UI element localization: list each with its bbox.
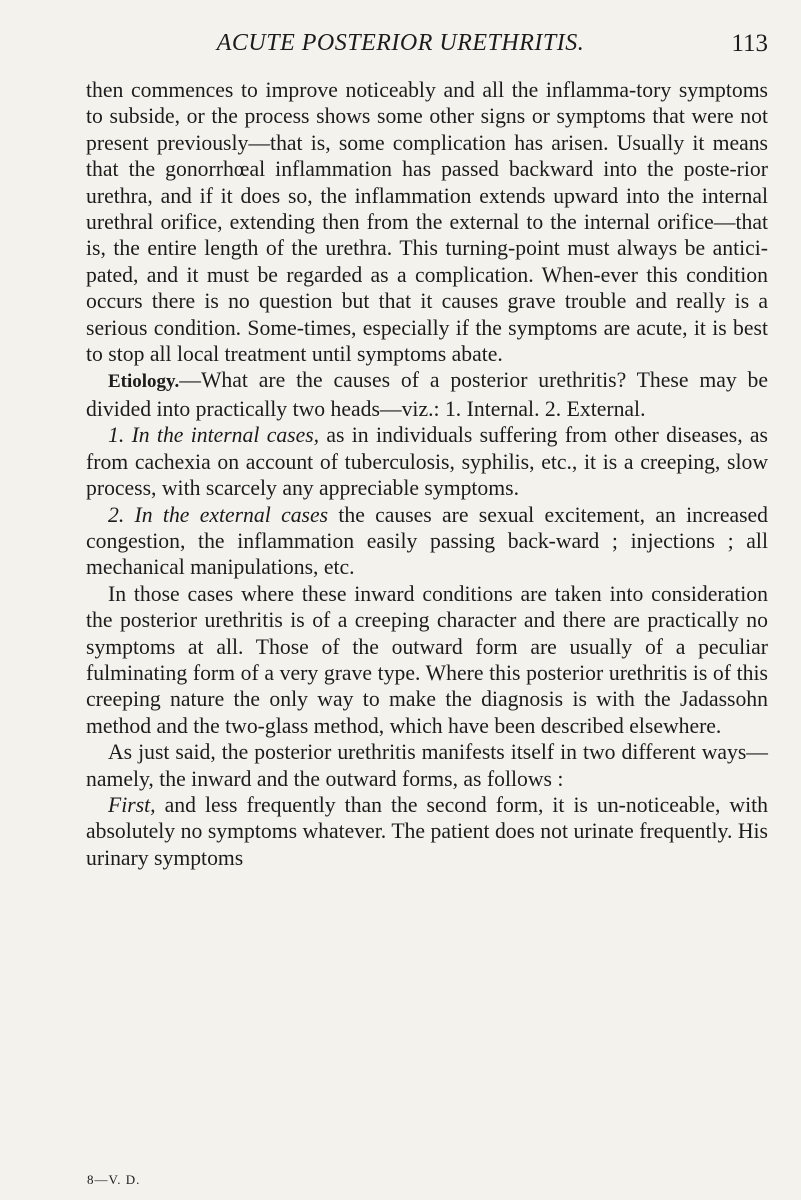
external-cases-lead: 2. In the external cases xyxy=(108,502,329,527)
paragraph-continuation: then commences to improve noticeably and all the inflamma-tory symptoms to subside, or the process shows some other signs or symptoms that were not present previously—that is, some complication has arisen. Usually it means that the gonorrhœal inflammation has passed backward into the poste-rior urethra, and if it does so, the inflammation extends upward into the internal urethral orifice, extending then from the external to the internal orifice—that is, the entire length of the urethra. This turning-point must always be antici-pated, and it must be regarded as a complication. When-ever this condition occurs there is no question but that it causes grave trouble and really is a serious condition. Some-times, especially if the symptoms are acute, it is best to stop all local treatment until symptoms abate. xyxy=(86,78,768,367)
paragraph-external-cases xyxy=(86,502,768,581)
section-heading-etiology: Etiology. xyxy=(108,371,180,393)
paragraph-inward-conditions: In those cases where these inward conditions are taken into consideration the posterior urethritis is of a creeping character and there are practically no symptoms at all. Those of the outward form are usually of a peculiar fulminating form of a very grave type. Where this posterior urethritis is of this creeping nature the only way to make the diagnosis is with the Jadassohn method and the two-glass method, which have been described elsewhere. xyxy=(86,581,768,738)
printer-signature-mark: 8—V. D. xyxy=(87,1172,141,1187)
paragraph-internal-cases xyxy=(86,422,768,501)
paragraph-first-form xyxy=(86,792,768,871)
first-form-text: and less frequently than the second form, it is un-noticeable, with absolutely no symptoms whatever. The patient does not urinate frequently. His urinary symptoms xyxy=(86,792,768,870)
internal-cases-lead: 1. In the internal cases, xyxy=(108,423,320,448)
paragraph-etiology-text: —What are the causes of a posterior urethritis? These may be divided into practically two heads—viz.: 1. Internal. 2. External. xyxy=(86,368,768,421)
paragraph-two-ways: As just said, the posterior urethritis manifests itself in two different ways—namely, the inward and the outward forms, as follows : xyxy=(86,740,768,791)
running-head: ACUTE POSTERIOR URETHRITIS. xyxy=(216,30,585,56)
internal-cases-text: as in individuals suffering from other diseases, as from cachexia on account of tuberculosis, syphilis, etc., it is a creeping, slow process, with scarcely any appreciable symptoms. xyxy=(86,423,768,501)
external-cases-text: the causes are sexual excitement, an increased congestion, the inflammation easily passing back-ward ; injections ; all mechanical manipulations, etc. xyxy=(86,502,768,580)
first-form-lead: First, xyxy=(108,792,156,817)
page-number: 113 xyxy=(731,30,768,57)
body-text xyxy=(86,77,768,871)
paragraph-etiology xyxy=(86,367,768,422)
page-header xyxy=(0,26,801,66)
